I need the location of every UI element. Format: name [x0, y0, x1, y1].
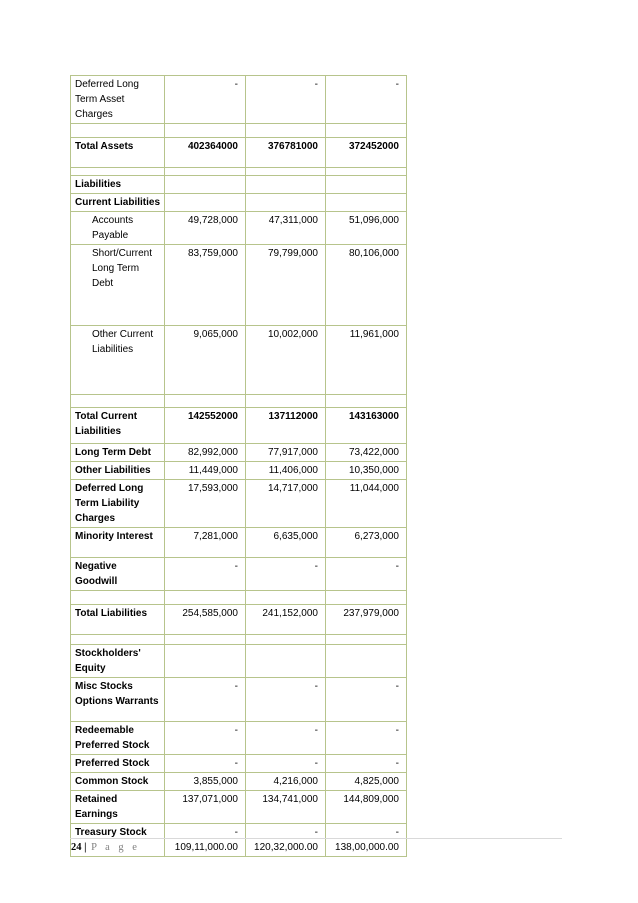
table-row — [71, 212, 407, 245]
row-value: 83,759,000 — [165, 245, 246, 326]
row-value: - — [326, 722, 407, 755]
row-label: Redeemable Preferred Stock — [71, 722, 165, 755]
row-value — [246, 176, 326, 194]
row-value: 9,065,000 — [165, 326, 246, 395]
row-value — [165, 168, 246, 176]
row-value: 11,449,000 — [165, 462, 246, 480]
page-separator: | — [84, 842, 87, 853]
row-value: 79,799,000 — [246, 245, 326, 326]
table-row — [71, 528, 407, 558]
row-value: 241,152,000 — [246, 605, 326, 635]
row-value: - — [326, 678, 407, 722]
row-value: - 138,00,000.00 — [326, 824, 407, 857]
row-value: 6,273,000 — [326, 528, 407, 558]
row-value — [246, 194, 326, 212]
row-value: - — [165, 722, 246, 755]
page-footer — [71, 842, 140, 853]
row-value: - — [165, 678, 246, 722]
row-value: 402364000 — [165, 138, 246, 168]
row-value — [165, 124, 246, 138]
row-label — [71, 635, 165, 645]
table-row — [71, 76, 407, 124]
table-row — [71, 444, 407, 462]
row-value: 73,422,000 — [326, 444, 407, 462]
row-label — [71, 124, 165, 138]
row-value — [326, 168, 407, 176]
row-value: 82,992,000 — [165, 444, 246, 462]
row-value — [326, 635, 407, 645]
row-label: Stockholders' Equity — [71, 645, 165, 678]
table-row — [71, 722, 407, 755]
row-label — [71, 591, 165, 605]
table-row — [71, 755, 407, 773]
table-row — [71, 408, 407, 444]
row-value: 10,350,000 — [326, 462, 407, 480]
row-value — [326, 176, 407, 194]
row-value — [246, 168, 326, 176]
row-value — [246, 645, 326, 678]
row-value — [165, 645, 246, 678]
row-value: - — [246, 678, 326, 722]
table-row — [71, 480, 407, 528]
row-value: 10,002,000 — [246, 326, 326, 395]
row-label: Misc Stocks Options Warrants — [71, 678, 165, 722]
table-row — [71, 773, 407, 791]
row-value: 11,406,000 — [246, 462, 326, 480]
row-label: Short/Current Long Term Debt — [71, 245, 165, 326]
row-value: - — [165, 558, 246, 591]
row-value: 77,917,000 — [246, 444, 326, 462]
row-label: Total Assets — [71, 138, 165, 168]
table-row — [71, 462, 407, 480]
row-label: Deferred Long Term Liability Charges — [71, 480, 165, 528]
row-value — [246, 124, 326, 138]
table-row — [71, 124, 407, 138]
row-value: 11,044,000 — [326, 480, 407, 528]
row-value: 80,106,000 — [326, 245, 407, 326]
row-label: Common Stock — [71, 773, 165, 791]
row-value: 137,071,000 — [165, 791, 246, 824]
row-label: Liabilities — [71, 176, 165, 194]
row-value — [165, 591, 246, 605]
row-label: Deferred Long Term Asset Charges — [71, 76, 165, 124]
row-value: - — [246, 558, 326, 591]
row-value: - — [246, 722, 326, 755]
table-row — [71, 591, 407, 605]
balance-sheet-table — [70, 75, 407, 857]
row-label: Minority Interest — [71, 528, 165, 558]
row-value: - 120,32,000.00 — [246, 824, 326, 857]
table-row — [71, 605, 407, 635]
row-value: 4,825,000 — [326, 773, 407, 791]
table-row — [71, 138, 407, 168]
row-value: 237,979,000 — [326, 605, 407, 635]
row-label: Treasury Stock — [71, 824, 165, 857]
row-label: Other Liabilities — [71, 462, 165, 480]
table-row — [71, 645, 407, 678]
row-value — [246, 395, 326, 408]
row-label: Accounts Payable — [71, 212, 165, 245]
row-value: 372452000 — [326, 138, 407, 168]
table-row — [71, 245, 407, 326]
row-value — [326, 395, 407, 408]
row-value: - — [246, 76, 326, 124]
row-value: 14,717,000 — [246, 480, 326, 528]
row-value — [326, 124, 407, 138]
table-row — [71, 194, 407, 212]
row-value: 49,728,000 — [165, 212, 246, 245]
row-value: - — [326, 755, 407, 773]
row-value — [165, 635, 246, 645]
row-label: Retained Earnings — [71, 791, 165, 824]
table-row — [71, 791, 407, 824]
row-label: Long Term Debt — [71, 444, 165, 462]
row-label: Total Liabilities — [71, 605, 165, 635]
page-number: 24 — [71, 842, 82, 853]
row-value: - — [165, 76, 246, 124]
table-row — [71, 326, 407, 395]
row-label: Total Current Liabilities — [71, 408, 165, 444]
row-value: 4,216,000 — [246, 773, 326, 791]
row-value: 376781000 — [246, 138, 326, 168]
row-value: 17,593,000 — [165, 480, 246, 528]
row-label: Current Liabilities — [71, 194, 165, 212]
footer-rule — [70, 838, 562, 839]
row-value: - — [326, 558, 407, 591]
table-row — [71, 635, 407, 645]
row-value: 51,096,000 — [326, 212, 407, 245]
table-row — [71, 395, 407, 408]
row-value — [326, 645, 407, 678]
row-label: Preferred Stock — [71, 755, 165, 773]
row-value: 7,281,000 — [165, 528, 246, 558]
row-label: Other Current Liabilities — [71, 326, 165, 395]
row-value — [165, 194, 246, 212]
row-value: - — [326, 76, 407, 124]
row-value — [326, 194, 407, 212]
row-value — [246, 591, 326, 605]
row-value — [246, 635, 326, 645]
row-value: 144,809,000 — [326, 791, 407, 824]
row-value: 143163000 — [326, 408, 407, 444]
table-row — [71, 558, 407, 591]
page-label: P a g e — [91, 842, 140, 853]
row-value: 142552000 — [165, 408, 246, 444]
row-value: 134,741,000 — [246, 791, 326, 824]
row-value: 254,585,000 — [165, 605, 246, 635]
row-value — [326, 591, 407, 605]
table-row — [71, 176, 407, 194]
row-label — [71, 168, 165, 176]
row-value: 3,855,000 — [165, 773, 246, 791]
row-label — [71, 395, 165, 408]
row-value: 137112000 — [246, 408, 326, 444]
row-value: 47,311,000 — [246, 212, 326, 245]
row-label: Negative Goodwill — [71, 558, 165, 591]
row-value — [165, 395, 246, 408]
row-value: - 109,11,000.00 — [165, 824, 246, 857]
table-row — [71, 168, 407, 176]
row-value: - — [246, 755, 326, 773]
row-value: 6,635,000 — [246, 528, 326, 558]
row-value: - — [165, 755, 246, 773]
row-value: 11,961,000 — [326, 326, 407, 395]
balance-sheet-body — [71, 76, 407, 857]
table-row — [71, 678, 407, 722]
row-value — [165, 176, 246, 194]
